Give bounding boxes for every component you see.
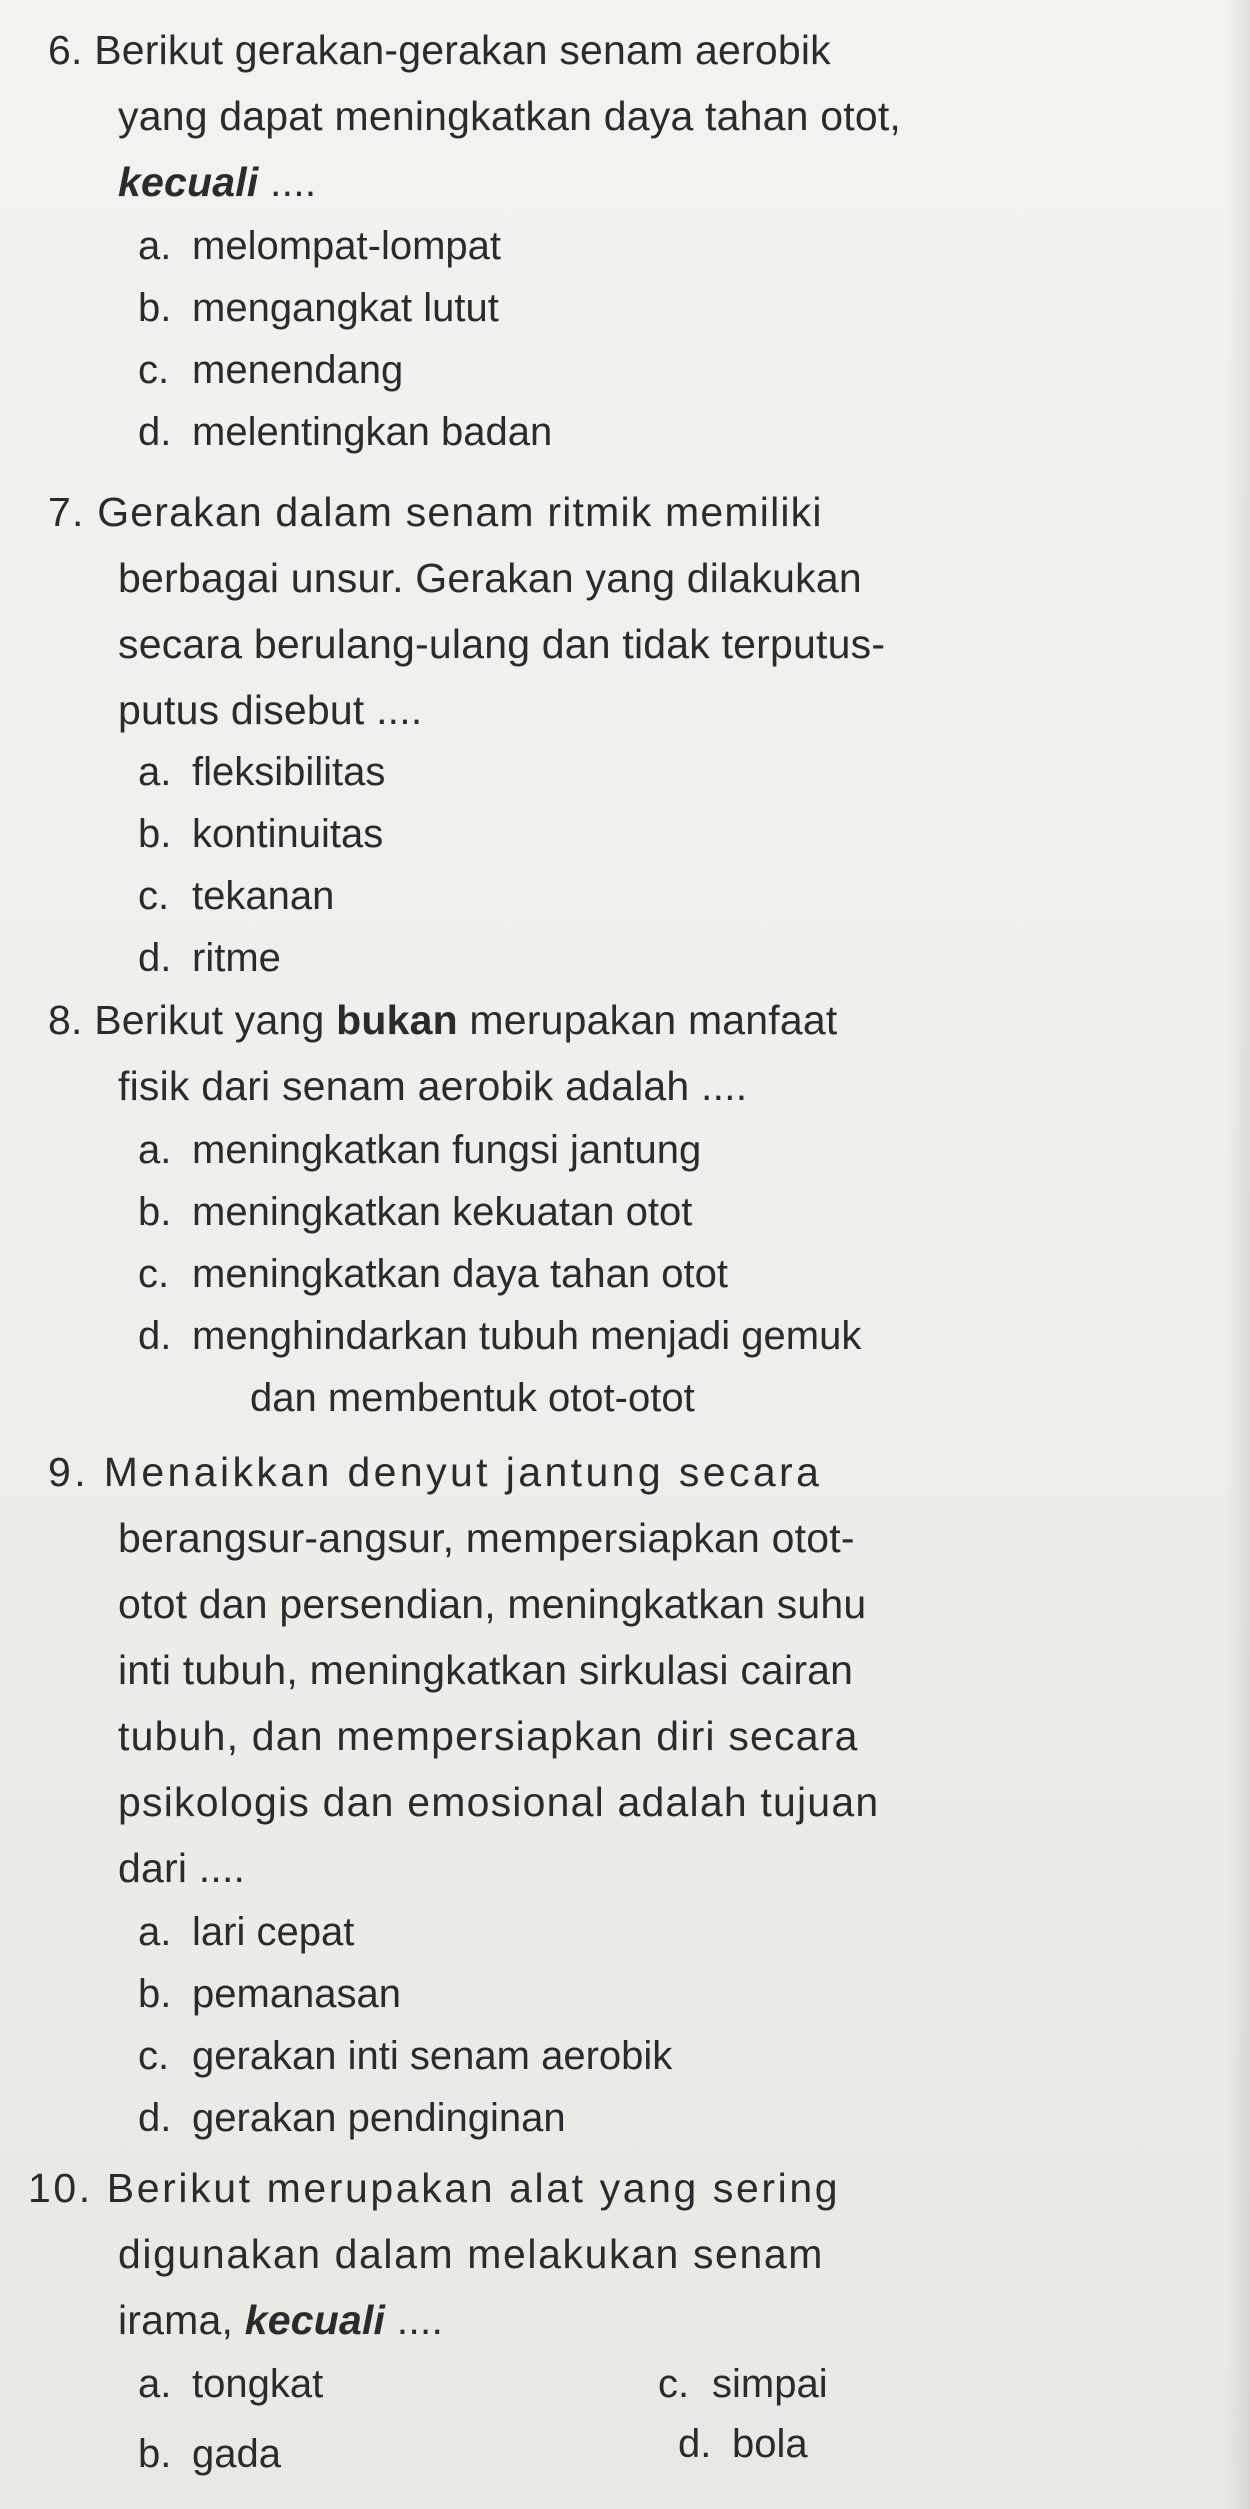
- question-7-option-a: [138, 752, 385, 792]
- question-7-line-2: berbagai unsur. Gerakan yang dilakukan: [118, 555, 862, 601]
- question-10-ellipsis: ....: [385, 2297, 444, 2343]
- option-letter: d.: [138, 410, 172, 454]
- question-6-option-a: [138, 226, 501, 266]
- question-9-option-d: [138, 2098, 566, 2138]
- question-7-text-1: Gerakan dalam senam ritmik memiliki: [97, 489, 823, 535]
- question-8-option-c: [138, 1254, 728, 1294]
- question-7-line-3: secara berulang-ulang dan tidak terputus-: [118, 621, 886, 667]
- question-8-option-d-continuation: dan membentuk otot-otot: [250, 1376, 695, 1420]
- option-letter: b.: [138, 286, 172, 330]
- option-text: menghindarkan tubuh menjadi gemuk: [192, 1314, 862, 1358]
- question-7-line-1: [48, 489, 823, 535]
- question-9-line-5: tubuh, dan mempersiapkan diri secara: [118, 1713, 859, 1759]
- option-letter: c.: [138, 348, 170, 392]
- option-letter: b.: [138, 2432, 172, 2476]
- option-letter: d.: [678, 2422, 712, 2466]
- option-text: melompat-lompat: [192, 224, 502, 268]
- question-6-line-3: [118, 159, 317, 205]
- question-10-line-3: [118, 2297, 444, 2343]
- option-text: kontinuitas: [192, 812, 384, 856]
- question-7-line-4: putus disebut ....: [118, 687, 423, 733]
- option-text: gerakan inti senam aerobik: [192, 2034, 673, 2078]
- option-text: gada: [192, 2432, 281, 2476]
- option-text: fleksibilitas: [192, 750, 386, 794]
- option-letter: c.: [138, 874, 170, 918]
- question-10-emphasis: kecuali: [244, 2297, 386, 2343]
- question-6-line-1: [48, 27, 831, 73]
- question-9-option-a: [138, 1912, 354, 1952]
- question-10-option-a: [138, 2364, 323, 2404]
- option-text: melentingkan badan: [192, 410, 553, 454]
- question-6-line-2: yang dapat meningkatkan daya tahan otot,: [118, 93, 902, 139]
- question-6-option-d: [138, 412, 552, 452]
- option-letter: b.: [138, 1190, 172, 1234]
- question-9-number: 9.: [48, 1449, 89, 1495]
- question-9-line-2: berangsur-angsur, mempersiapkan otot-: [118, 1515, 855, 1561]
- question-8-line-2: fisik dari senam aerobik adalah ....: [118, 1063, 748, 1109]
- question-9-line-3: otot dan persendian, meningkatkan suhu: [118, 1581, 867, 1627]
- question-8-emphasis: bukan: [336, 997, 458, 1043]
- question-8-number: 8.: [48, 997, 83, 1043]
- option-letter: a.: [138, 1128, 172, 1172]
- question-7-option-c: [138, 876, 334, 916]
- question-8-text-post: merupakan manfaat: [457, 997, 838, 1043]
- option-letter: a.: [138, 224, 172, 268]
- option-text: lari cepat: [192, 1910, 355, 1954]
- question-9-line-1: [48, 1449, 823, 1495]
- question-10-text-1: Berikut merupakan alat yang sering: [106, 2165, 841, 2211]
- option-text: meningkatkan fungsi jantung: [192, 1128, 702, 1172]
- question-10-option-c: [658, 2364, 828, 2404]
- question-8-option-a: [138, 1130, 701, 1170]
- question-10-number: 10.: [28, 2165, 93, 2211]
- question-10-text-pre: irama,: [118, 2297, 245, 2343]
- option-letter: b.: [138, 1972, 172, 2016]
- option-text: ritme: [192, 936, 281, 980]
- option-text: bola: [732, 2422, 808, 2466]
- option-letter: c.: [138, 1252, 170, 1296]
- question-8-option-d: [138, 1316, 861, 1356]
- question-8-option-b: [138, 1192, 692, 1232]
- question-6-option-c: [138, 350, 403, 390]
- question-6-number: 6.: [48, 27, 83, 73]
- option-text: tongkat: [192, 2362, 324, 2406]
- page-edge-shadow: [1226, 0, 1250, 2509]
- option-letter: a.: [138, 1910, 172, 1954]
- question-9-text-1: Menaikkan denyut jantung secara: [103, 1449, 823, 1495]
- option-letter: b.: [138, 812, 172, 856]
- option-text: meningkatkan kekuatan otot: [192, 1190, 693, 1234]
- option-letter: c.: [658, 2362, 690, 2406]
- option-letter: d.: [138, 2096, 172, 2140]
- question-9-option-c: [138, 2036, 672, 2076]
- option-text: mengangkat lutut: [192, 286, 499, 330]
- option-letter: d.: [138, 936, 172, 980]
- question-9-option-b: [138, 1974, 401, 2014]
- question-9-line-6: psikologis dan emosional adalah tujuan: [118, 1779, 880, 1825]
- question-6-option-b: [138, 288, 499, 328]
- option-text: tekanan: [192, 874, 335, 918]
- question-8-line-1: [48, 997, 838, 1043]
- option-text: simpai: [712, 2362, 828, 2406]
- question-6-text-1: Berikut gerakan-gerakan senam aerobik: [94, 27, 831, 73]
- option-text: meningkatkan daya tahan otot: [192, 1252, 728, 1296]
- question-10-option-b: [138, 2434, 281, 2474]
- question-7-option-d: [138, 938, 281, 978]
- question-10-line-1: [28, 2165, 841, 2211]
- option-letter: a.: [138, 2362, 172, 2406]
- question-6-ellipsis: ....: [258, 159, 317, 205]
- option-text: pemanasan: [192, 1972, 402, 2016]
- question-10-line-2: digunakan dalam melakukan senam: [118, 2231, 825, 2277]
- question-9-line-7: dari ....: [118, 1845, 246, 1891]
- question-6-emphasis: kecuali: [118, 159, 259, 205]
- option-letter: c.: [138, 2034, 170, 2078]
- option-letter: a.: [138, 750, 172, 794]
- question-7-option-b: [138, 814, 383, 854]
- question-8-text-pre: Berikut yang: [94, 997, 337, 1043]
- option-letter: d.: [138, 1314, 172, 1358]
- question-9-line-4: inti tubuh, meningkatkan sirkulasi cairan: [118, 1647, 854, 1693]
- option-text: gerakan pendinginan: [192, 2096, 566, 2140]
- question-7-number: 7.: [48, 489, 85, 535]
- option-text: menendang: [192, 348, 404, 392]
- question-10-option-d: [678, 2424, 808, 2464]
